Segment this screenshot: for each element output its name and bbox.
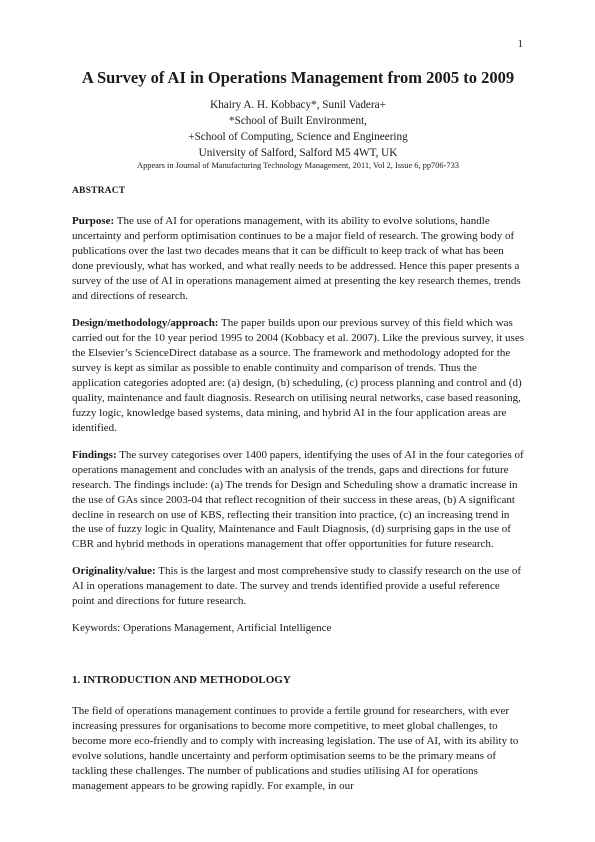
paper-title: A Survey of AI in Operations Management from 2005 to 2009	[81, 68, 515, 87]
originality-label: Originality/value:	[72, 565, 156, 578]
findings-label: Findings:	[72, 448, 117, 461]
author-names: Khairy A. H. Kobbacy*, Sunil Vadera+	[210, 98, 386, 111]
section-heading-introduction: 1. INTRODUCTION AND METHODOLOGY	[72, 674, 291, 687]
journal-reference: Appears in Journal of Manufacturing Technology Management, 2011, Vol 2, Issue 6, pp706-733	[137, 161, 459, 171]
design-text: The paper builds upon our previous survey of this field which was carried out for the 10 year period 1995 to 2004 (Kobbacy et al. 2007). Like the previous survey, it uses the Elsevier’s ScienceDirect database as a source. The framework and methodology adopted for the survey is kept as similar as possible to enable continuity and comparison of trends. Thus the application categories adopted are: (a) design, (b) scheduling, (c) process planning and control and (d) quality, maintenance and fault diagnosis. Research on utilising neural networks, case based reasoning, fuzzy logic, knowledge based systems, data mining, and hybrid AI in the four application areas are identified.	[72, 317, 524, 434]
abstract-purpose	[72, 214, 524, 304]
introduction-text: The field of operations management continues to provide a fertile ground for researchers, with ever increasing pressures for organisations to become more competitive, to meet global challenges, to become more eco-friendly and to comply with increasing legislation. The use of AI, with its ability to evolve solutions, handle uncertainty and perform optimisation seems to be the primary means of tackling these challenges. The number of publications and studies utilising AI for operations management appears to be growing rapidly. For example, in our	[72, 705, 519, 792]
abstract-design	[72, 316, 524, 436]
purpose-label: Purpose:	[72, 215, 115, 228]
affiliation-1: *School of Built Environment,	[229, 114, 367, 127]
affiliation-2: +School of Computing, Science and Engineering	[188, 130, 408, 143]
purpose-text: The use of AI for operations management, with its ability to evolve solutions, handle uncertainty and perform optimisation continues to be a major field of research. The growing body of publications over the last two decades means that it can be difficult to keep track of what has been done previously, what has worked, and what really needs to be addressed. Hence this paper presents a survey of the use of AI in operations management aimed at presenting the key research themes, trends and directions of research.	[72, 215, 521, 303]
design-label: Design/methodology/approach:	[72, 317, 219, 330]
affiliation-3: University of Salford, Salford M5 4WT, UK	[198, 146, 398, 159]
abstract-findings	[72, 448, 524, 553]
paper-body	[72, 68, 524, 794]
keywords: Keywords: Operations Management, Artificial Intelligence	[72, 622, 332, 635]
originality-text: This is the largest and most comprehensive study to classify research on the use of AI in operations management to date. The survey and trends identified provide a useful reference point and directions for future research.	[72, 565, 522, 608]
findings-text: The survey categorises over 1400 papers, identifying the uses of AI in the four categories of operations management and concludes with an analysis of the trends, gaps and directions for future research. The findings include: (a) The trends for Design and Scheduling show a dramatic increase in the use of GAs since 2003-04 that reflect recognition of their success in these areas, (b) A significant decline in research on use of KBS, reflecting their transition into practice, (c) an increasing trend in the use of fuzzy logic in Quality, Maintenance and Fault Diagnosis, (d) surprising gaps in the use of CBR and hybrid methods in operations management that offer opportunities for future research.	[72, 448, 524, 551]
abstract-heading: ABSTRACT	[72, 186, 126, 197]
page-number: 1	[517, 38, 523, 50]
abstract-originality	[72, 564, 524, 609]
